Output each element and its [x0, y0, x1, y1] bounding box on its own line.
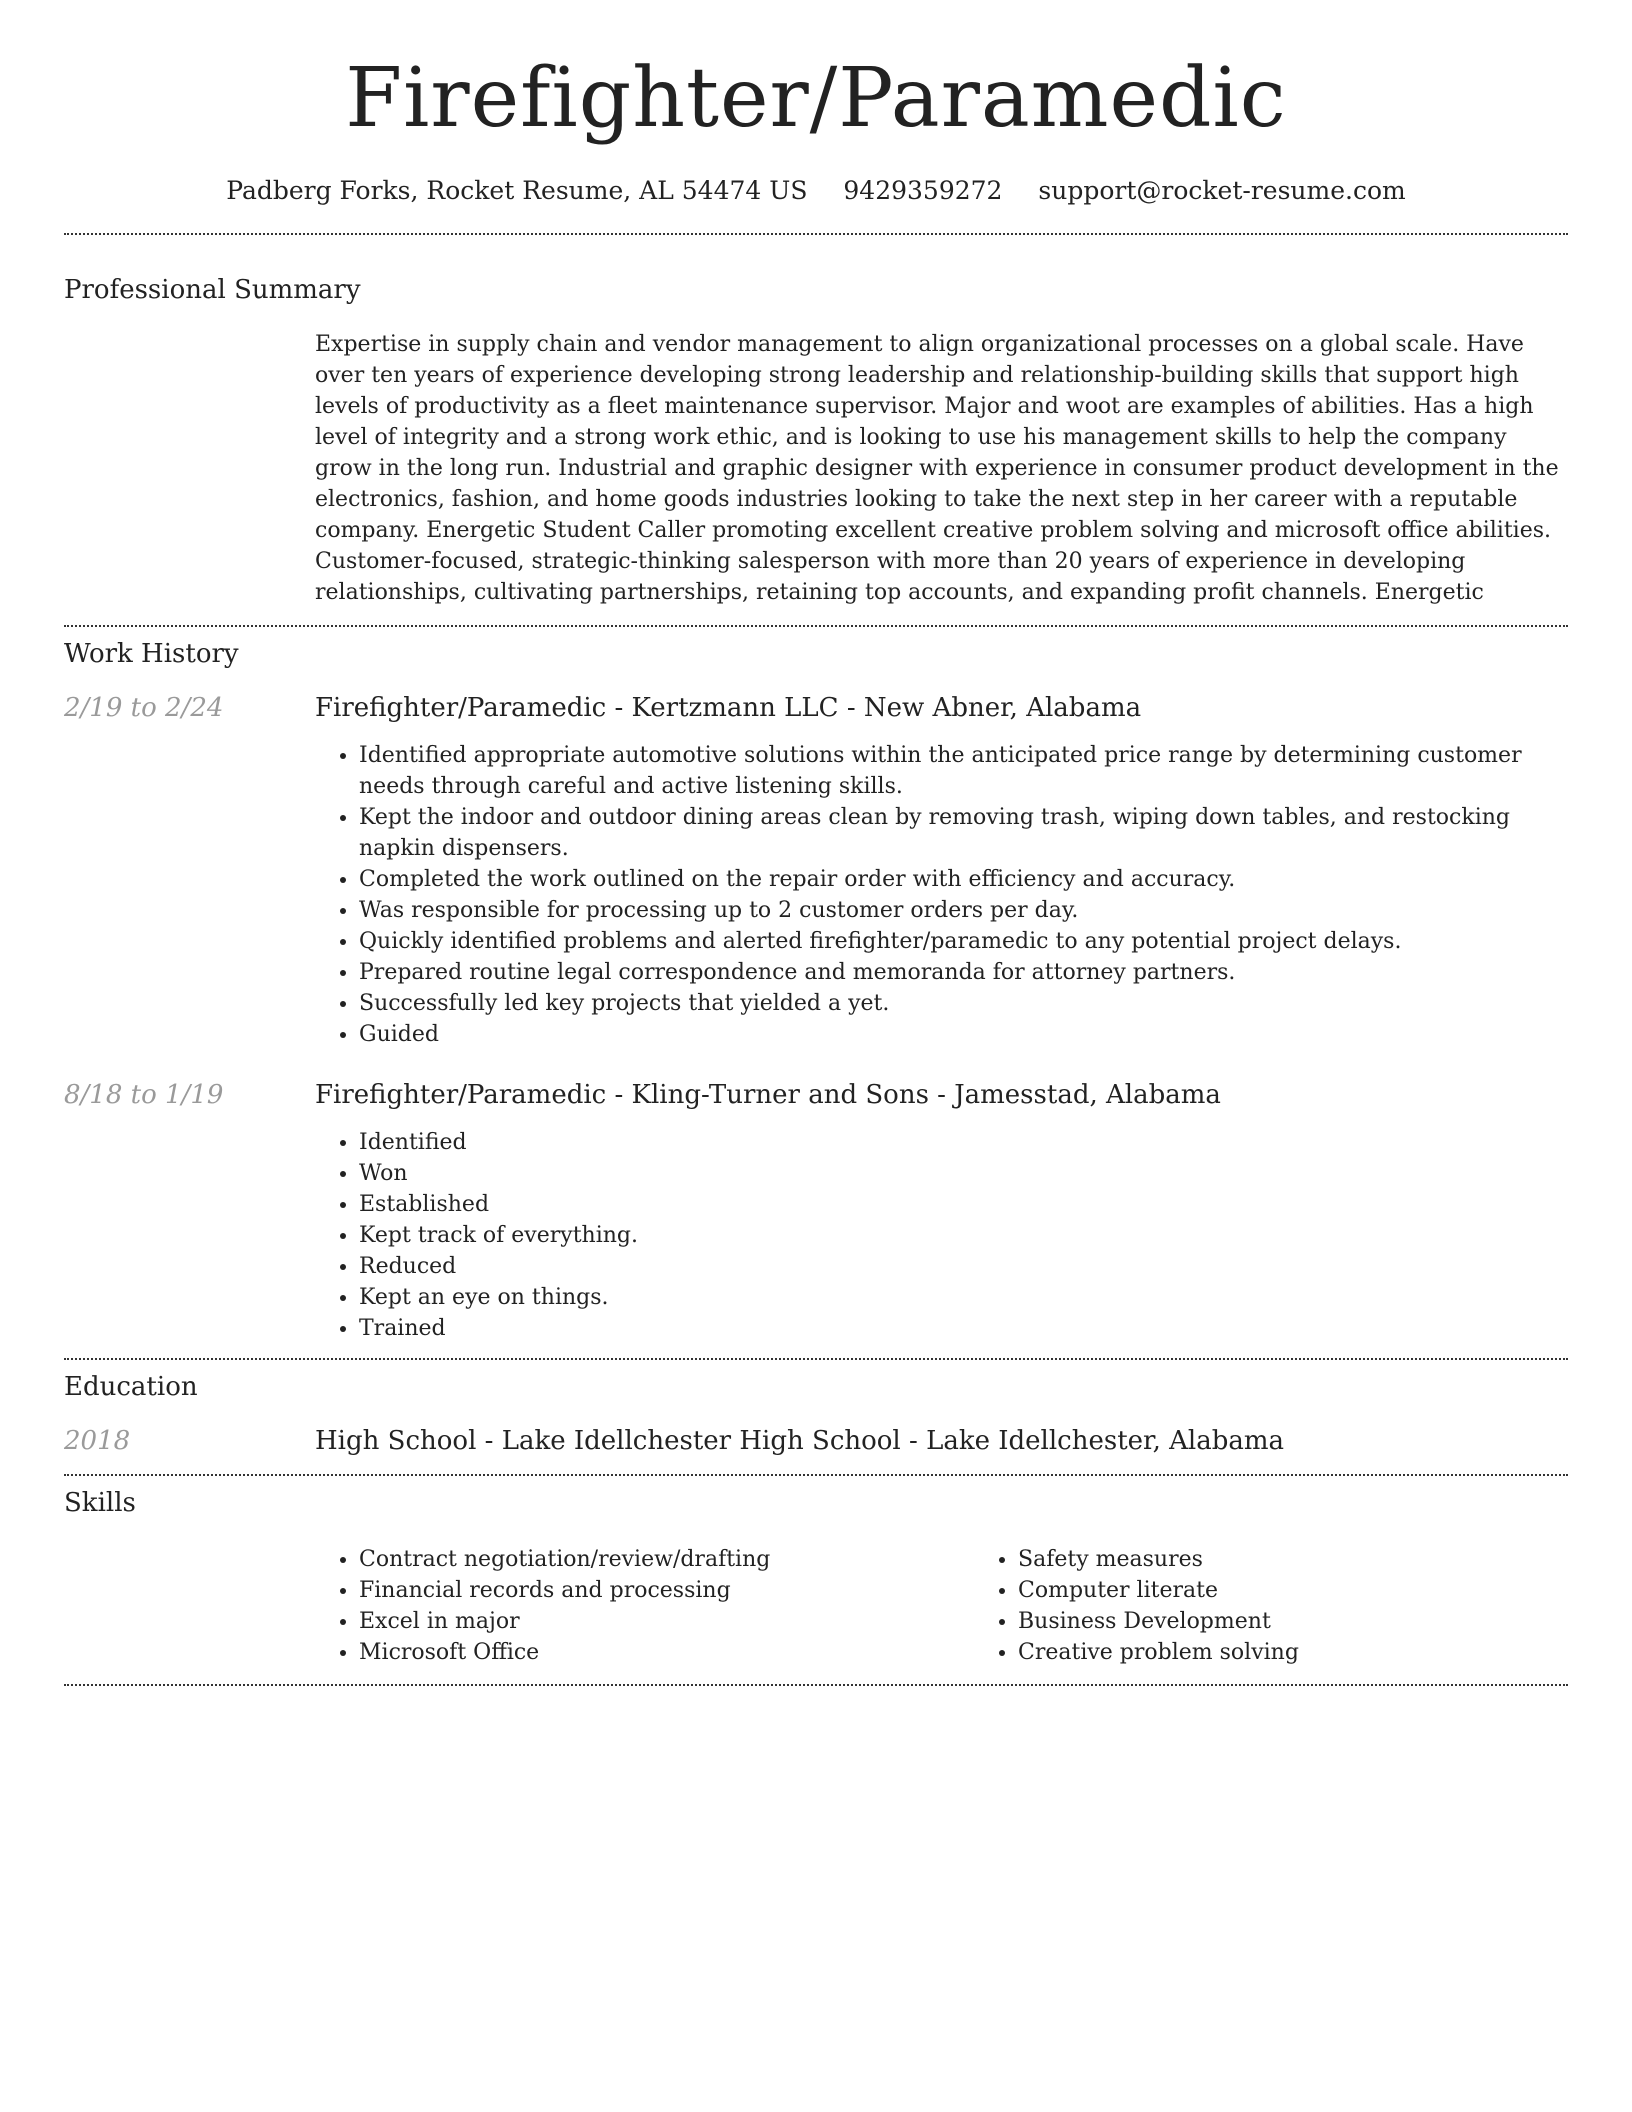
- resume-page: [64, 0, 1568, 1686]
- candidate-name: Firefighter/Paramedic: [345, 51, 1287, 146]
- list-item: • Kept track of everything.: [359, 1220, 1568, 1251]
- list-item: • Completed the work outlined on the repair order with efficiency and accuracy.: [359, 864, 1568, 895]
- section-divider: [64, 1358, 1568, 1360]
- skill-item: • Microsoft Office: [359, 1637, 974, 1668]
- contact-address: Padberg Forks, Rocket Resume, AL 54474 US: [226, 176, 808, 205]
- job-heading: Firefighter/Paramedic - Kertzmann LLC - New Abner, Alabama: [315, 693, 1142, 723]
- job-dates: 2/19 to 2/24: [64, 693, 224, 723]
- contact-phone: 9429359272: [843, 176, 1003, 205]
- skill-item: • Financial records and processing: [359, 1575, 974, 1606]
- summary-left-spacer: [64, 329, 315, 608]
- skill-item: • Creative problem solving: [1018, 1637, 1632, 1668]
- job-dates: 8/18 to 1/19: [64, 1080, 224, 1111]
- skills-left-spacer: [64, 1544, 315, 1668]
- summary-heading: Professional Summary: [64, 275, 361, 305]
- education-section: [64, 1372, 1568, 1457]
- contact-line: [64, 176, 1568, 205]
- education-heading: Education: [64, 1372, 198, 1403]
- education-heading-line: High School - Lake Idellchester High School - Lake Idellchester, Alabama: [315, 1426, 1285, 1457]
- section-divider: [64, 1684, 1568, 1686]
- education-year: 2018: [64, 1426, 131, 1457]
- section-divider: [64, 233, 1568, 235]
- skill-item: • Safety measures: [1018, 1544, 1632, 1575]
- education-entry: [64, 1426, 1568, 1457]
- job-heading: Firefighter/Paramedic - Kling-Turner and Sons - Jamesstad, Alabama: [315, 1080, 1221, 1111]
- list-item: • Kept an eye on things.: [359, 1282, 1568, 1313]
- job-duties-list: [315, 740, 1568, 1050]
- list-item: • Identified: [359, 1127, 1568, 1158]
- summary-section: [64, 275, 1568, 608]
- skill-item: • Contract negotiation/review/drafting: [359, 1544, 974, 1575]
- summary-text: Expertise in supply chain and vendor management to align organizational processes on a global scale. Have over ten years of experience developing strong leadership and relationship-building skills that support high levels of productivity as a fleet maintenance supervisor. Major and woot are examples of abilities. Has a high level of integrity and a strong work ethic, and is looking to use his management skills to help the company grow in the long run. Industrial and graphic designer with experience in consumer product development in the electronics, fashion, and home goods industries looking to take the next step in her career with a reputable company. Energetic Student Caller promoting excellent creative problem solving and microsoft office abilities. Customer-focused, strategic-thinking salesperson with more than 20 years of experience in developing relationships, cultivating partnerships, retaining top accounts, and expanding profit channels. Energetic: [315, 332, 1559, 605]
- skills-list-column-2: [974, 1544, 1632, 1668]
- list-item: • Trained: [359, 1313, 1568, 1344]
- work-history-section: [64, 639, 1568, 1344]
- list-item: • Kept the indoor and outdoor dining areas clean by removing trash, wiping down tables, and restocking napkin dispensers.: [359, 802, 1568, 864]
- list-item: • Successfully led key projects that yielded a yet.: [359, 988, 1568, 1019]
- skill-item: • Computer literate: [1018, 1575, 1632, 1606]
- list-item: • Quickly identified problems and alerted firefighter/paramedic to any potential project delays.: [359, 926, 1568, 957]
- skills-section: [64, 1488, 1568, 1668]
- list-item: • Guided: [359, 1019, 1568, 1050]
- list-item: • Won: [359, 1158, 1568, 1189]
- skills-list-column-1: [315, 1544, 974, 1668]
- contact-email: support@rocket-resume.com: [1038, 176, 1406, 205]
- section-divider: [64, 1474, 1568, 1476]
- list-item: • Established: [359, 1189, 1568, 1220]
- list-item: • Reduced: [359, 1251, 1568, 1282]
- skill-item: • Business Development: [1018, 1606, 1632, 1637]
- skill-item: • Excel in major: [359, 1606, 974, 1637]
- skills-heading: Skills: [64, 1487, 136, 1518]
- list-item: • Was responsible for processing up to 2 customer orders per day.: [359, 895, 1568, 926]
- job-entry: [64, 693, 1568, 1050]
- section-divider: [64, 625, 1568, 627]
- list-item: • Identified appropriate automotive solutions within the anticipated price range by determining customer needs through careful and active listening skills.: [359, 740, 1568, 802]
- work-history-heading: Work History: [64, 639, 239, 669]
- job-duties-list: [315, 1127, 1568, 1344]
- list-item: • Prepared routine legal correspondence and memoranda for attorney partners.: [359, 957, 1568, 988]
- job-entry: [64, 1080, 1568, 1344]
